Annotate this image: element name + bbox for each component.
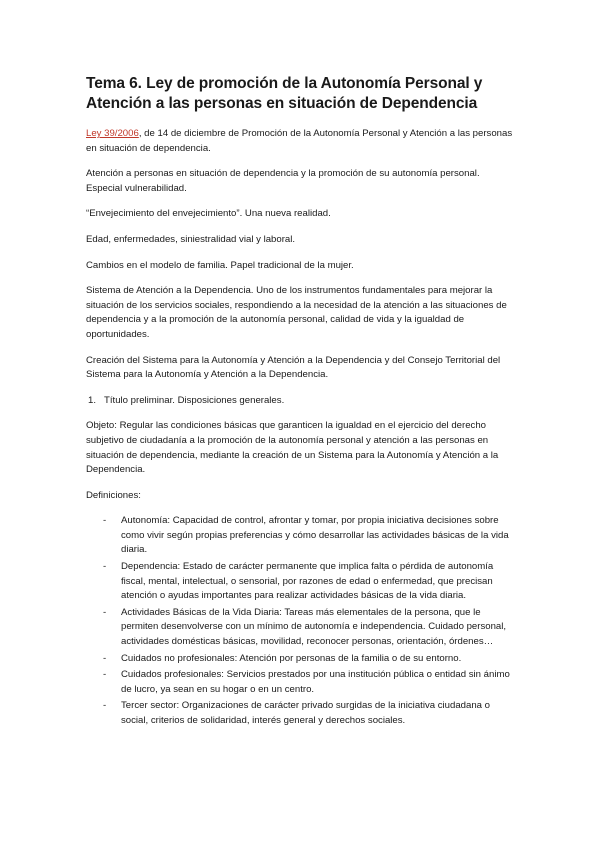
document-title: Tema 6. Ley de promoción de la Autonomía Personal y Atención a las personas en situación de Dependencia — [86, 75, 483, 112]
bullet-dash: - — [103, 700, 107, 712]
definition-text: Autonomía: Capacidad de control, afrontar y tomar, por propia iniciativa decisiones sobre como vivir según propias preferencias y cómo desarrollar las actividades básicas de la vida diaria. — [121, 515, 509, 556]
bullet-dash: - — [103, 652, 107, 664]
list-item — [86, 652, 518, 667]
list-item — [86, 606, 518, 650]
definitions-list — [86, 514, 518, 728]
paragraph-4: Cambios en el modelo de familia. Papel tradicional de la mujer. — [86, 259, 354, 271]
bullet-dash: - — [103, 561, 107, 573]
definition-text: Cuidados no profesionales: Atención por personas de la familia o de su entorno. — [121, 652, 462, 664]
paragraph-6: Creación del Sistema para la Autonomía y Atención a la Dependencia y del Consejo Territorial del Sistema para la Autonomía y Atención a la Dependencia. — [86, 354, 501, 381]
bullet-dash: - — [103, 606, 107, 618]
definition-text: Cuidados profesionales: Servicios prestados por una institución pública o entidad sin ánimo de lucro, ya sean en su hogar o en un centro. — [121, 669, 510, 695]
definition-text: Dependencia: Estado de carácter permanente que implica falta o pérdida de autonomía fiscal, mental, intelectual, o sensorial, por razones de edad o enfermedad, que precisan atención o ayudas importantes para realizar actividades básicas de la vida diaria. — [121, 561, 494, 602]
paragraph-5: Sistema de Atención a la Dependencia. Uno de los instrumentos fundamentales para mejorar la situación de los servicios sociales, respondiendo a la necesidad de la atención a las situaciones de dependencia y a la promoción de la autonomía personal, calidad de vida y la igualdad de oportunidades. — [86, 285, 507, 340]
definition-text: Actividades Básicas de la Vida Diaria: Tareas más elementales de la persona, que le permiten desenvolverse con un mínimo de autonomía e independencia. Cuidado personal, actividades domésticas básicas, movilidad, reconocer personas, orientación, órdenes… — [121, 606, 507, 648]
paragraph-2: “Envejecimiento del envejecimiento”. Una nueva realidad. — [86, 208, 331, 220]
bullet-dash: - — [103, 515, 107, 527]
law-link[interactable]: Ley 39/2006 — [86, 128, 139, 139]
list-item — [86, 699, 518, 728]
objeto-paragraph — [86, 419, 518, 477]
section-label: Título preliminar. Disposiciones generales. — [104, 394, 285, 406]
objeto-label: Objeto — [86, 420, 115, 432]
section-heading-1 — [86, 394, 518, 409]
intro-paragraph — [86, 127, 518, 156]
paragraph-1: Atención a personas en situación de dependencia y la promoción de su autonomía personal. Especial vulnerabilidad. — [86, 168, 480, 194]
paragraph-3: Edad, enfermedades, siniestralidad vial y laboral. — [86, 233, 296, 245]
objeto-text: : Regular las condiciones básicas que garanticen la igualdad en el ejercicio del derecho subjetivo de ciudadanía a la promoción de la autonomía personal y atención a las personas en situación de dependencia, mediante la creación de un Sistema para la Autonomía y Atención a la Dependencia. — [86, 420, 499, 476]
definition-text: Tercer sector: Organizaciones de carácter privado surgidas de la iniciativa ciudadana o social, criterios de solidaridad, interés general y derechos sociales. — [121, 700, 491, 726]
list-item — [86, 514, 518, 558]
intro-text: , de 14 de diciembre de Promoción de la Autonomía Personal y Atención a las personas en situación de dependencia. — [86, 128, 513, 154]
list-item — [86, 560, 518, 604]
document-content — [86, 74, 518, 731]
section-number: 1. — [88, 394, 97, 406]
list-item — [86, 668, 518, 697]
definiciones-label: Definiciones: — [86, 489, 141, 501]
bullet-dash: - — [103, 669, 107, 681]
